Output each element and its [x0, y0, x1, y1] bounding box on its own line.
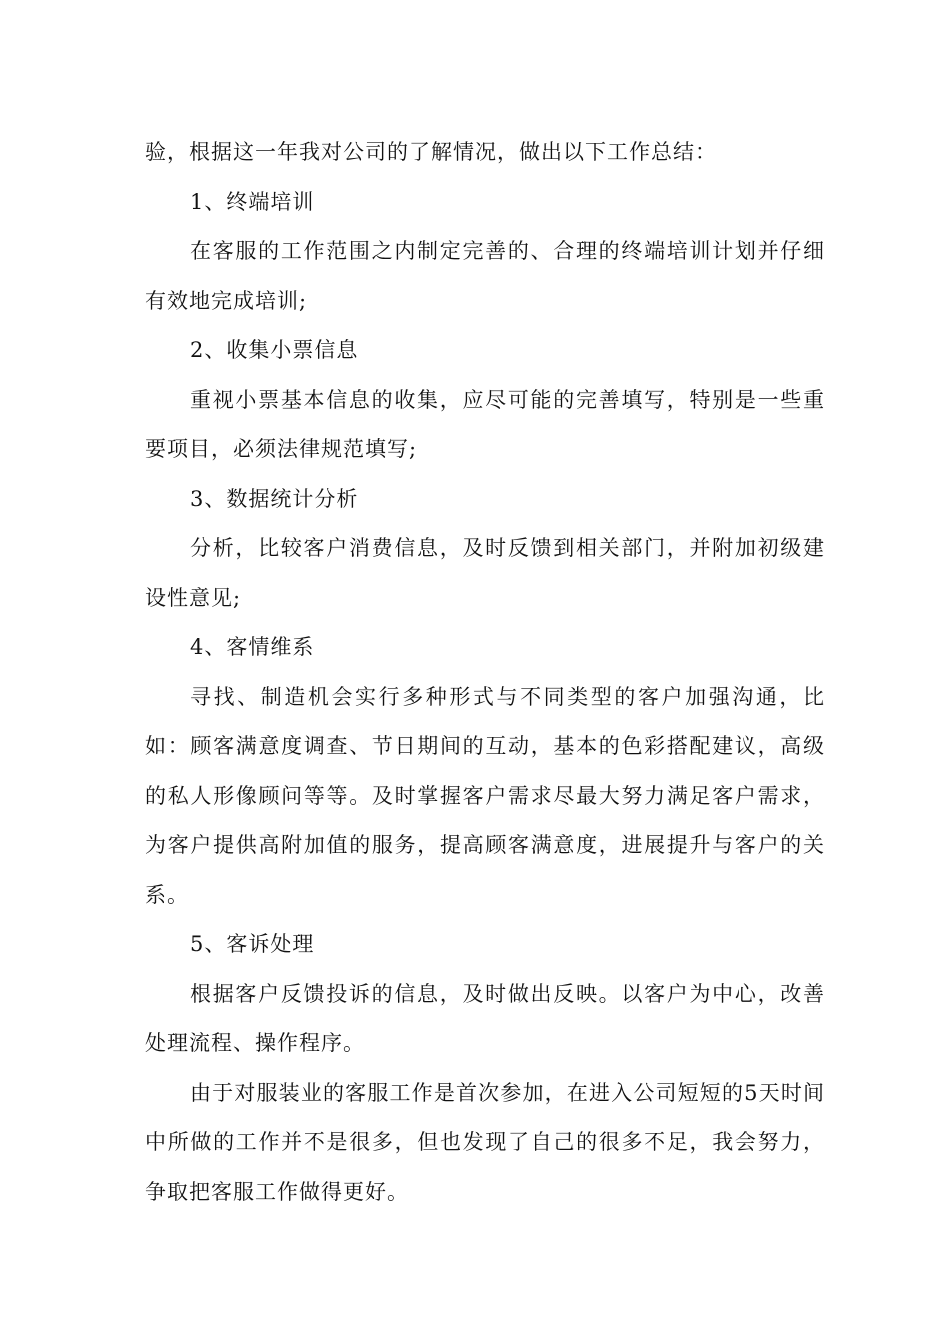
heading-terminal-training: 1、终端培训 — [190, 189, 315, 214]
heading-customer-relations: 4、客情维系 — [190, 635, 315, 659]
heading-complaint-handling: 5、客诉处理 — [190, 932, 315, 956]
paragraph-complaint-handling: 根据客户反馈投诉的信息，及时做出反映。以客户为中心，改善处理流程、操作程序。 — [145, 981, 825, 1055]
heading-receipt-info: 2、收集小票信息 — [190, 338, 359, 362]
heading-data-analysis: 3、数据统计分析 — [190, 486, 359, 511]
document-body — [145, 128, 825, 1217]
paragraph-intro: 验，根据这一年我对公司的了解情况，做出以下工作总结： — [145, 140, 717, 164]
paragraph-conclusion: 由于对服装业的客服工作是首次参加，在进入公司短短的5天时间中所做的工作并不是很多，但也发现了自己的很多不足，我会努力，争取把客服工作做得更好。 — [145, 1080, 825, 1204]
paragraph-customer-relations: 寻找、制造机会实行多种形式与不同类型的客户加强沟通，比如：顾客满意度调查、节日期间的互动，基本的色彩搭配建议，高级的私人形像顾问等等。及时掌握客户需求尽最大努力满足客户需求，为客户提供高附加值的服务，提高顾客满意度，进展提升与客户的关系。 — [145, 684, 825, 907]
paragraph-receipt-info: 重视小票基本信息的收集，应尽可能的完善填写，特别是一些重要项目，必须法律规范填写; — [145, 387, 825, 461]
paragraph-data-analysis: 分析，比较客户消费信息，及时反馈到相关部门，并附加初级建设性意见; — [145, 536, 825, 610]
paragraph-terminal-training: 在客服的工作范围之内制定完善的、合理的终端培训计划并仔细有效地完成培训; — [145, 239, 825, 313]
